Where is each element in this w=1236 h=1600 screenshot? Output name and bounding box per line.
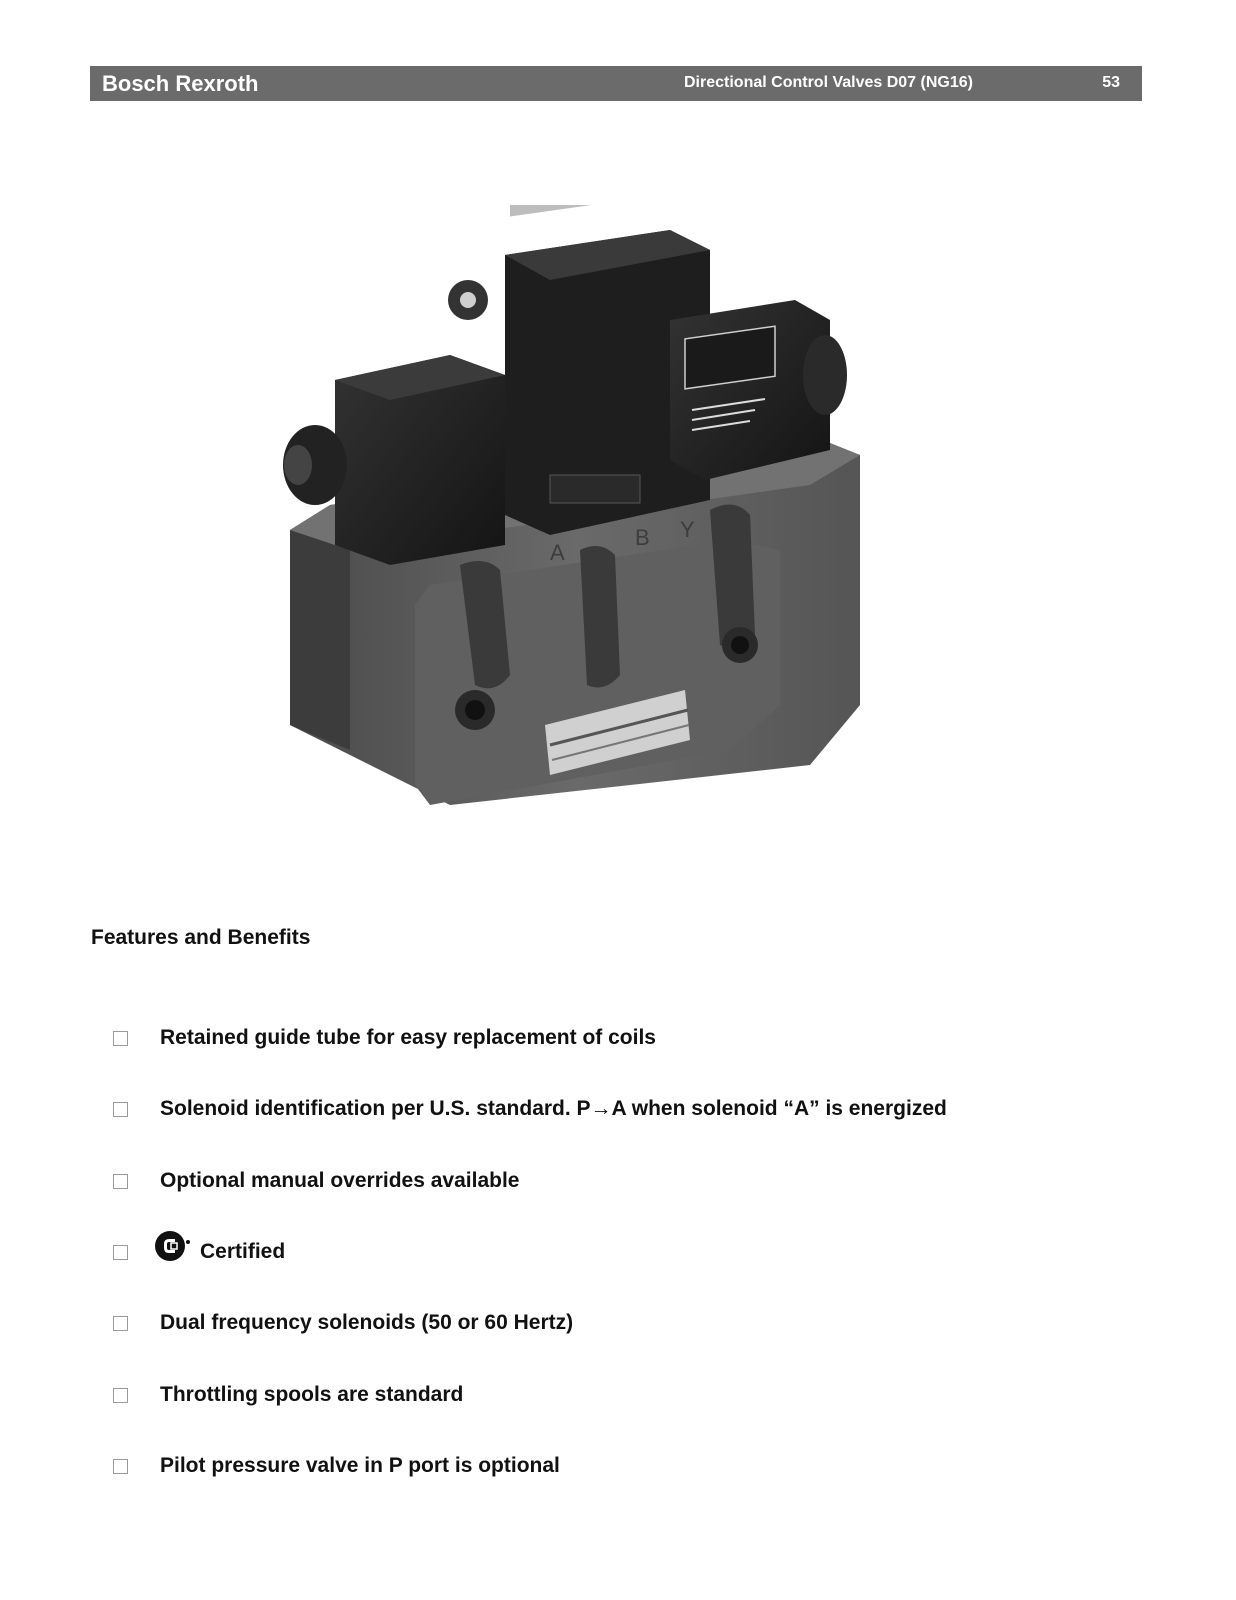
checkbox-icon	[113, 1316, 128, 1331]
valve-product-photo	[250, 205, 875, 815]
list-item	[0, 1240, 1236, 1270]
feature-text: Certified	[200, 1240, 286, 1263]
list-item	[0, 1097, 1236, 1127]
list-item	[0, 1311, 1236, 1341]
checkbox-icon	[113, 1388, 128, 1403]
brand-name: Bosch Rexroth	[102, 71, 259, 96]
csa-logo-icon	[153, 1228, 193, 1264]
checkbox-icon	[113, 1174, 128, 1189]
list-item	[0, 1169, 1236, 1199]
port-label-b: B	[635, 525, 650, 550]
feature-text: Retained guide tube for easy replacement of coils	[160, 1026, 656, 1049]
feature-text: Pilot pressure valve in P port is optional	[160, 1454, 560, 1477]
feature-text: Throttling spools are standard	[160, 1383, 464, 1406]
list-item	[0, 1383, 1236, 1413]
feature-text: Dual frequency solenoids (50 or 60 Hertz)	[160, 1311, 574, 1334]
page-number: 53	[1102, 74, 1120, 91]
feature-text: Optional manual overrides available	[160, 1169, 520, 1192]
port-label-a: A	[550, 540, 565, 565]
page-header	[90, 66, 1142, 101]
list-item	[0, 1454, 1236, 1484]
document-title: Directional Control Valves D07 (NG16)	[684, 74, 973, 91]
port-label-y: Y	[680, 517, 695, 542]
list-item	[0, 1026, 1236, 1056]
checkbox-icon	[113, 1031, 128, 1046]
section-title: Features and Benefits	[91, 926, 311, 949]
feature-text: Solenoid identification per U.S. standard. P→A when solenoid “A” is energized	[160, 1097, 947, 1120]
checkbox-icon	[113, 1245, 128, 1260]
checkbox-icon	[113, 1102, 128, 1117]
checkbox-icon	[113, 1459, 128, 1474]
